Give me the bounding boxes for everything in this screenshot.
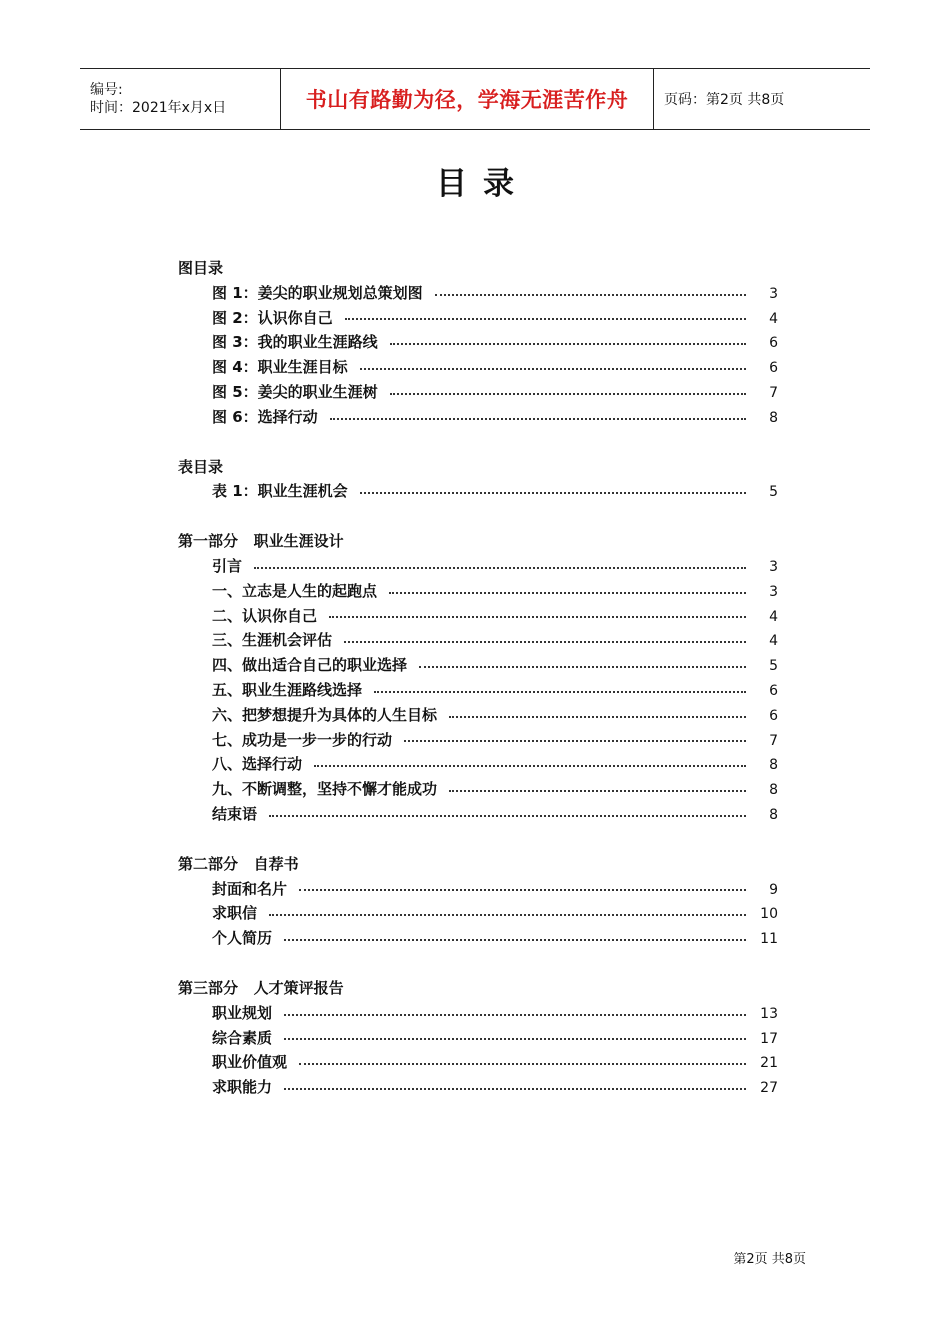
motto-text: 书山有路勤为径，学海无涯苦作舟 (305, 88, 629, 112)
toc-entry-label: 图 6：选择行动 (212, 407, 318, 426)
toc-entry-page: 10 (760, 906, 778, 923)
toc-entry-page: 6 (769, 360, 778, 377)
toc-entry[interactable] (178, 554, 778, 579)
toc-entry[interactable] (178, 405, 778, 430)
toc-section-title: 第二部分 自荐书 (178, 854, 299, 873)
toc-entry-label: 职业价值观 (212, 1053, 288, 1072)
dot-leader (299, 888, 746, 891)
toc-entry-label: 六、把梦想提升为具体的人生目标 (212, 705, 438, 724)
toc-entry[interactable] (178, 752, 778, 777)
toc-entry[interactable] (178, 777, 778, 802)
toc-entry-label: 职业规划 (212, 1003, 273, 1022)
toc-entry-label: 封面和名片 (212, 879, 288, 898)
toc-entry-label: 图 2：认识你自己 (212, 308, 333, 327)
toc-entry[interactable] (178, 479, 778, 504)
toc-entry-label: 九、不断调整，坚持不懈才能成功 (212, 780, 438, 799)
toc-entry[interactable] (178, 926, 778, 951)
dot-leader (284, 1037, 746, 1040)
dot-leader (449, 789, 746, 792)
toc-entry[interactable] (178, 653, 778, 678)
toc-section (178, 455, 778, 505)
header-page-info (654, 69, 870, 129)
toc-entry-page: 7 (769, 732, 778, 749)
toc-entry-label: 求职信 (212, 904, 258, 923)
toc-entry-label: 三、生涯机会评估 (212, 631, 333, 650)
toc-entry-page: 3 (769, 285, 778, 302)
header-page-label: 页码：第2页 共8页 (664, 92, 785, 108)
toc-section (178, 256, 778, 430)
toc-section-title: 图目录 (178, 259, 224, 277)
toc-entry-label: 综合素质 (212, 1028, 273, 1047)
toc-entry-page: 3 (769, 583, 778, 600)
toc-section-title: 第一部分 职业生涯设计 (178, 532, 344, 551)
dot-leader (390, 392, 746, 395)
toc-entry-page: 6 (769, 682, 778, 699)
toc-entry-page: 27 (760, 1080, 778, 1097)
toc-entry[interactable] (178, 604, 778, 629)
toc-entry-label: 图 4：职业生涯目标 (212, 358, 348, 377)
page-header (80, 68, 870, 130)
header-meta (80, 69, 281, 129)
dot-leader (404, 739, 746, 742)
toc-section (178, 529, 778, 827)
dot-leader (419, 665, 746, 668)
number-label: 编号: (90, 82, 123, 98)
document-title: 目录 (436, 166, 530, 202)
dot-leader (254, 566, 746, 569)
toc-entry-page: 4 (769, 608, 778, 625)
toc-section (178, 976, 778, 1100)
toc-entry-page: 8 (769, 782, 778, 799)
toc-entry-label: 七、成功是一步一步的行动 (212, 730, 393, 749)
dot-leader (299, 1062, 746, 1065)
toc-entry[interactable] (178, 306, 778, 331)
toc-entry-page: 4 (769, 633, 778, 650)
dot-leader (330, 417, 746, 420)
toc-entry-page: 6 (769, 335, 778, 352)
toc-entry-page: 5 (769, 484, 778, 501)
toc-entry-page: 7 (769, 384, 778, 401)
page-footer: 第2页 共8页 (733, 1252, 806, 1267)
toc-entry-page: 21 (760, 1055, 778, 1072)
toc-entry-label: 表 1：职业生涯机会 (212, 482, 348, 501)
time-label: 时间：2021年x月x日 (90, 100, 227, 116)
toc-entry[interactable] (178, 1075, 778, 1100)
toc-entry-page: 5 (769, 658, 778, 675)
dot-leader (345, 317, 746, 320)
toc-entry-label: 四、做出适合自己的职业选择 (212, 656, 408, 675)
toc-entry[interactable] (178, 703, 778, 728)
toc-entry-page: 8 (769, 757, 778, 774)
toc-entry[interactable] (178, 802, 778, 827)
toc-entry-page: 8 (769, 806, 778, 823)
toc-entry[interactable] (178, 1001, 778, 1026)
dot-leader (269, 913, 746, 916)
dot-leader (360, 491, 746, 494)
toc-entry-label: 八、选择行动 (212, 755, 303, 774)
dot-leader (390, 342, 746, 345)
toc-entry-page: 4 (769, 310, 778, 327)
toc-entry-page: 3 (769, 558, 778, 575)
toc-entry[interactable] (178, 380, 778, 405)
dot-leader (435, 293, 746, 296)
toc-entry-page: 6 (769, 707, 778, 724)
toc-entry-page: 11 (760, 931, 778, 948)
toc-entry[interactable] (178, 1050, 778, 1075)
toc-entry-label: 图 3：我的职业生涯路线 (212, 333, 378, 352)
toc-entry-page: 8 (769, 409, 778, 426)
toc-entry[interactable] (178, 281, 778, 306)
toc-entry-label: 图 5：姜尖的职业生涯树 (212, 382, 378, 401)
header-motto (281, 69, 654, 129)
dot-leader (284, 1087, 746, 1090)
toc-section-title: 表目录 (178, 457, 224, 476)
toc-entry[interactable] (178, 579, 778, 604)
dot-leader (284, 938, 746, 941)
toc-section-title: 第三部分 人才策评报告 (178, 978, 344, 997)
toc-section (178, 852, 778, 951)
toc-entry-label: 结束语 (212, 804, 258, 823)
toc-entry[interactable] (178, 728, 778, 753)
dot-leader (314, 764, 746, 767)
dot-leader (269, 814, 746, 817)
toc-entry-label: 引言 (212, 556, 243, 575)
dot-leader (389, 591, 746, 594)
toc-entry[interactable] (178, 628, 778, 653)
table-of-contents (178, 256, 778, 1125)
toc-entry-page: 9 (769, 881, 778, 898)
toc-entry-label: 个人简历 (212, 929, 273, 948)
toc-entry[interactable] (178, 1026, 778, 1051)
dot-leader (360, 367, 746, 370)
toc-entry[interactable] (178, 330, 778, 355)
toc-entry-label: 一、立志是人生的起跑点 (212, 581, 378, 600)
toc-entry-page: 13 (760, 1005, 778, 1022)
toc-entry-label: 求职能力 (212, 1078, 273, 1097)
toc-entry[interactable] (178, 678, 778, 703)
dot-leader (329, 615, 746, 618)
toc-entry-label: 图 1：姜尖的职业规划总策划图 (212, 283, 423, 302)
toc-entry[interactable] (178, 877, 778, 902)
toc-entry[interactable] (178, 355, 778, 380)
dot-leader (374, 690, 746, 693)
toc-entry-label: 五、职业生涯路线选择 (212, 680, 363, 699)
dot-leader (344, 640, 746, 643)
dot-leader (284, 1013, 746, 1016)
toc-entry-label: 二、认识你自己 (212, 606, 318, 625)
dot-leader (449, 715, 746, 718)
toc-entry-page: 17 (760, 1030, 778, 1047)
toc-entry[interactable] (178, 901, 778, 926)
